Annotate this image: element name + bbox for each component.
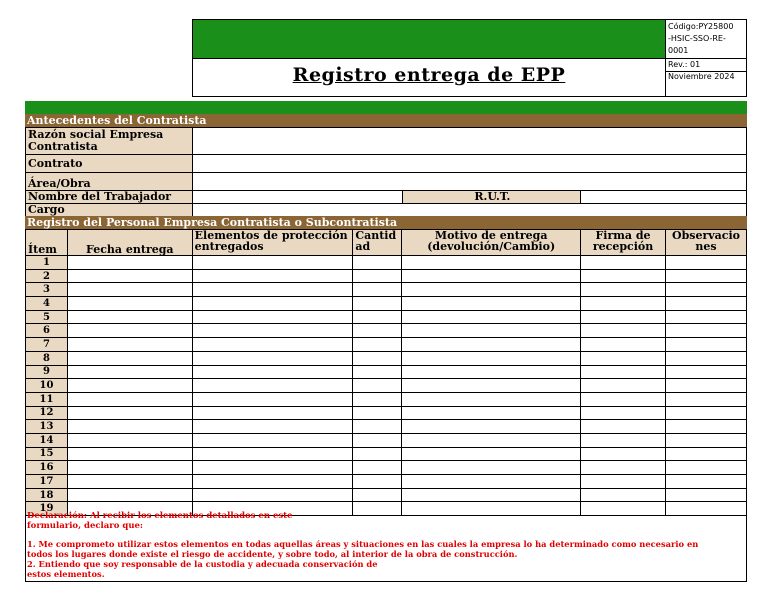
observaciones-cell[interactable] [665, 475, 746, 489]
firma-cell[interactable] [581, 488, 666, 502]
cantidad-cell[interactable] [353, 420, 402, 434]
cantidad-cell[interactable] [353, 406, 402, 420]
elementos-cell[interactable] [192, 447, 353, 461]
motivo-cell[interactable] [402, 461, 581, 475]
fecha-cell[interactable] [67, 447, 192, 461]
motivo-cell[interactable] [402, 324, 581, 338]
elementos-cell[interactable] [192, 475, 353, 489]
table-row [26, 351, 747, 365]
nombre-trabajador-label: Nombre del Trabajador [26, 191, 193, 204]
row-number: 9 [26, 365, 68, 379]
observaciones-cell[interactable] [665, 488, 746, 502]
elementos-cell[interactable] [192, 338, 353, 352]
observaciones-cell[interactable] [665, 324, 746, 338]
firma-cell[interactable] [581, 365, 666, 379]
elementos-cell[interactable] [192, 310, 353, 324]
cargo-label: Cargo [26, 204, 193, 217]
row-number: 5 [26, 310, 68, 324]
razon-social-line-1: Razón social Empresa [28, 128, 164, 141]
cantidad-cell[interactable] [353, 338, 402, 352]
revision-label: Rev.: 01 [668, 60, 701, 69]
cantidad-cell[interactable] [353, 351, 402, 365]
fecha-cell[interactable] [67, 351, 192, 365]
motivo-cell[interactable] [402, 447, 581, 461]
fecha-cell[interactable] [67, 488, 192, 502]
motivo-cell[interactable] [402, 351, 581, 365]
cantidad-cell[interactable] [353, 324, 402, 338]
observaciones-cell[interactable] [665, 461, 746, 475]
row-number: 15 [26, 447, 68, 461]
header-green-band [192, 19, 666, 59]
col-elementos-line-1: Elementos de protección [194, 229, 348, 242]
fecha-cell[interactable] [67, 475, 192, 489]
motivo-cell[interactable] [402, 406, 581, 420]
row-number: 1 [26, 256, 68, 270]
observaciones-cell[interactable] [665, 351, 746, 365]
cantidad-cell[interactable] [353, 365, 402, 379]
firma-cell[interactable] [581, 297, 666, 311]
elementos-cell[interactable] [192, 488, 353, 502]
fecha-cell[interactable] [67, 269, 192, 283]
fecha-cell[interactable] [67, 283, 192, 297]
declaration-item-2-line-2: estos elementos. [27, 569, 105, 579]
motivo-cell[interactable] [402, 256, 581, 270]
observaciones-cell[interactable] [665, 269, 746, 283]
observaciones-cell[interactable] [665, 283, 746, 297]
cantidad-cell[interactable] [353, 392, 402, 406]
fecha-cell[interactable] [67, 406, 192, 420]
motivo-cell[interactable] [402, 379, 581, 393]
table-row [26, 256, 747, 270]
fecha-cell[interactable] [67, 420, 192, 434]
elementos-cell[interactable] [192, 433, 353, 447]
observaciones-cell[interactable] [665, 433, 746, 447]
code-line-1: Código:PY25800 [668, 22, 734, 31]
table-row [26, 433, 747, 447]
firma-cell[interactable] [581, 406, 666, 420]
rut-field[interactable] [581, 191, 747, 204]
observaciones-cell[interactable] [665, 256, 746, 270]
motivo-cell[interactable] [402, 269, 581, 283]
col-motivo-line-1: Motivo de entrega [434, 229, 548, 242]
code-line-2: -HSIC-SSO-RE- [668, 34, 726, 43]
observaciones-cell[interactable] [665, 365, 746, 379]
firma-cell[interactable] [581, 475, 666, 489]
col-obs-line-1: Observacio [671, 229, 740, 242]
contrato-field[interactable] [192, 155, 746, 173]
col-motivo [402, 230, 581, 256]
separator-green-bar [25, 101, 747, 114]
row-number: 2 [26, 269, 68, 283]
motivo-cell[interactable] [402, 338, 581, 352]
row-number: 7 [26, 338, 68, 352]
col-elementos [192, 230, 353, 256]
col-cantidad [353, 230, 402, 256]
table-row [26, 475, 747, 489]
fecha-cell[interactable] [67, 365, 192, 379]
table-row [26, 488, 747, 502]
fecha-cell[interactable] [67, 433, 192, 447]
fecha-cell[interactable] [67, 461, 192, 475]
col-firma-line-2: recepción [592, 240, 654, 253]
table-row [26, 297, 747, 311]
row-number: 14 [26, 433, 68, 447]
declaration-item-1-line-1: 1. Me comprometo utilizar estos elementos en todas aquellas áreas y situaciones en las cuales la empresa lo ha determinado como necesario en [27, 539, 699, 549]
page-title: Registro entrega de EPP [292, 64, 566, 86]
row-number: 3 [26, 283, 68, 297]
row-number: 8 [26, 351, 68, 365]
cantidad-cell[interactable] [353, 297, 402, 311]
firma-cell[interactable] [581, 269, 666, 283]
elementos-cell[interactable] [192, 420, 353, 434]
firma-cell[interactable] [581, 433, 666, 447]
declaration-item-2-line-1: 2. Entiendo que soy responsable de la custodia y adecuada conservación de [27, 559, 378, 569]
cantidad-cell[interactable] [353, 433, 402, 447]
firma-cell[interactable] [581, 379, 666, 393]
col-motivo-line-2: (devolución/Cambio) [427, 240, 556, 253]
row-number: 17 [26, 475, 68, 489]
col-cantidad-line-1: Cantid [355, 229, 397, 242]
elementos-cell[interactable] [192, 283, 353, 297]
firma-cell[interactable] [581, 324, 666, 338]
firma-cell[interactable] [581, 420, 666, 434]
firma-cell[interactable] [581, 351, 666, 365]
row-number: 16 [26, 461, 68, 475]
cantidad-cell[interactable] [353, 256, 402, 270]
table-row [26, 310, 747, 324]
firma-cell[interactable] [581, 310, 666, 324]
code-line-3: 0001 [668, 46, 689, 55]
cargo-field[interactable] [192, 204, 746, 217]
cantidad-cell[interactable] [353, 461, 402, 475]
table-row [26, 283, 747, 297]
section-registro: Registro del Personal Empresa Contratista o Subcontratista [25, 216, 747, 229]
fecha-cell[interactable] [67, 338, 192, 352]
revision-box [666, 59, 747, 97]
observaciones-cell[interactable] [665, 310, 746, 324]
elementos-cell[interactable] [192, 392, 353, 406]
table-row [26, 365, 747, 379]
fecha-cell[interactable] [67, 392, 192, 406]
fecha-cell[interactable] [67, 324, 192, 338]
area-obra-field[interactable] [192, 173, 746, 191]
elementos-cell[interactable] [192, 297, 353, 311]
declaration-intro-line-1: Declaración: Al recibir los elementos detallados en este [27, 511, 293, 521]
table-row [26, 338, 747, 352]
section-antecedentes: Antecedentes del Contratista [25, 114, 747, 127]
cantidad-cell[interactable] [353, 447, 402, 461]
row-number: 18 [26, 488, 68, 502]
motivo-cell[interactable] [402, 365, 581, 379]
row-number: 12 [26, 406, 68, 420]
observaciones-cell[interactable] [665, 447, 746, 461]
table-row [26, 379, 747, 393]
code-box [666, 19, 747, 59]
revision-date: Noviembre 2024 [668, 72, 735, 81]
motivo-cell[interactable] [402, 297, 581, 311]
elementos-cell[interactable] [192, 461, 353, 475]
elementos-cell[interactable] [192, 379, 353, 393]
elementos-cell[interactable] [192, 256, 353, 270]
razon-social-field[interactable] [192, 128, 746, 155]
cantidad-cell[interactable] [353, 379, 402, 393]
col-observaciones [665, 230, 746, 256]
antecedentes-table [25, 127, 747, 217]
table-row [26, 269, 747, 283]
col-elementos-line-2: entregados [194, 240, 264, 253]
motivo-cell[interactable] [402, 433, 581, 447]
cantidad-cell[interactable] [353, 310, 402, 324]
observaciones-cell[interactable] [665, 379, 746, 393]
firma-cell[interactable] [581, 256, 666, 270]
col-item: Ítem [26, 230, 68, 256]
observaciones-cell[interactable] [665, 406, 746, 420]
cantidad-cell[interactable] [353, 488, 402, 502]
declaration-items [27, 539, 745, 579]
observaciones-cell[interactable] [665, 297, 746, 311]
col-cantidad-line-2: ad [355, 240, 371, 253]
observaciones-cell[interactable] [665, 392, 746, 406]
cantidad-cell[interactable] [353, 475, 402, 489]
contrato-label: Contrato [26, 155, 193, 173]
motivo-cell[interactable] [402, 488, 581, 502]
table-row [26, 447, 747, 461]
motivo-cell[interactable] [402, 310, 581, 324]
area-obra-label: Área/Obra [26, 173, 193, 191]
table-row [26, 392, 747, 406]
motivo-cell[interactable] [402, 392, 581, 406]
row-number: 10 [26, 379, 68, 393]
fecha-cell[interactable] [67, 256, 192, 270]
rut-label: R.U.T. [402, 191, 581, 204]
firma-cell[interactable] [581, 447, 666, 461]
firma-cell[interactable] [581, 392, 666, 406]
table-row [26, 406, 747, 420]
cantidad-cell[interactable] [353, 269, 402, 283]
declaration-intro-line-2: formulario, declaro que: [27, 521, 144, 531]
observaciones-cell[interactable] [665, 420, 746, 434]
elementos-cell[interactable] [192, 351, 353, 365]
fecha-cell[interactable] [67, 310, 192, 324]
table-row [26, 324, 747, 338]
motivo-cell[interactable] [402, 283, 581, 297]
elementos-cell[interactable] [192, 406, 353, 420]
registro-table [25, 229, 747, 516]
cantidad-cell[interactable] [353, 283, 402, 297]
motivo-cell[interactable] [402, 475, 581, 489]
row-number: 19 [26, 502, 68, 516]
motivo-cell[interactable] [402, 420, 581, 434]
observaciones-cell[interactable] [665, 338, 746, 352]
elementos-cell[interactable] [192, 324, 353, 338]
firma-cell[interactable] [581, 338, 666, 352]
col-fecha: Fecha entrega [67, 230, 192, 256]
row-number: 11 [26, 392, 68, 406]
firma-cell[interactable] [581, 461, 666, 475]
nombre-trabajador-field[interactable] [192, 191, 402, 204]
declaration-item-1-line-2: todos los lugares donde existe el riesgo de accidente, y sobre todo, al interior de la obra de construcción. [27, 549, 518, 559]
table-row [26, 420, 747, 434]
row-number: 6 [26, 324, 68, 338]
col-obs-line-2: nes [695, 240, 717, 253]
declaration-intro [27, 511, 427, 531]
fecha-cell[interactable] [67, 379, 192, 393]
razon-social-label [26, 128, 193, 155]
elementos-cell[interactable] [192, 365, 353, 379]
col-firma-line-1: Firma de [595, 229, 651, 242]
row-number: 4 [26, 297, 68, 311]
row-number: 13 [26, 420, 68, 434]
fecha-cell[interactable] [67, 297, 192, 311]
col-firma [581, 230, 666, 256]
elementos-cell[interactable] [192, 269, 353, 283]
razon-social-line-2: Contratista [28, 140, 98, 153]
firma-cell[interactable] [581, 283, 666, 297]
table-row [26, 461, 747, 475]
